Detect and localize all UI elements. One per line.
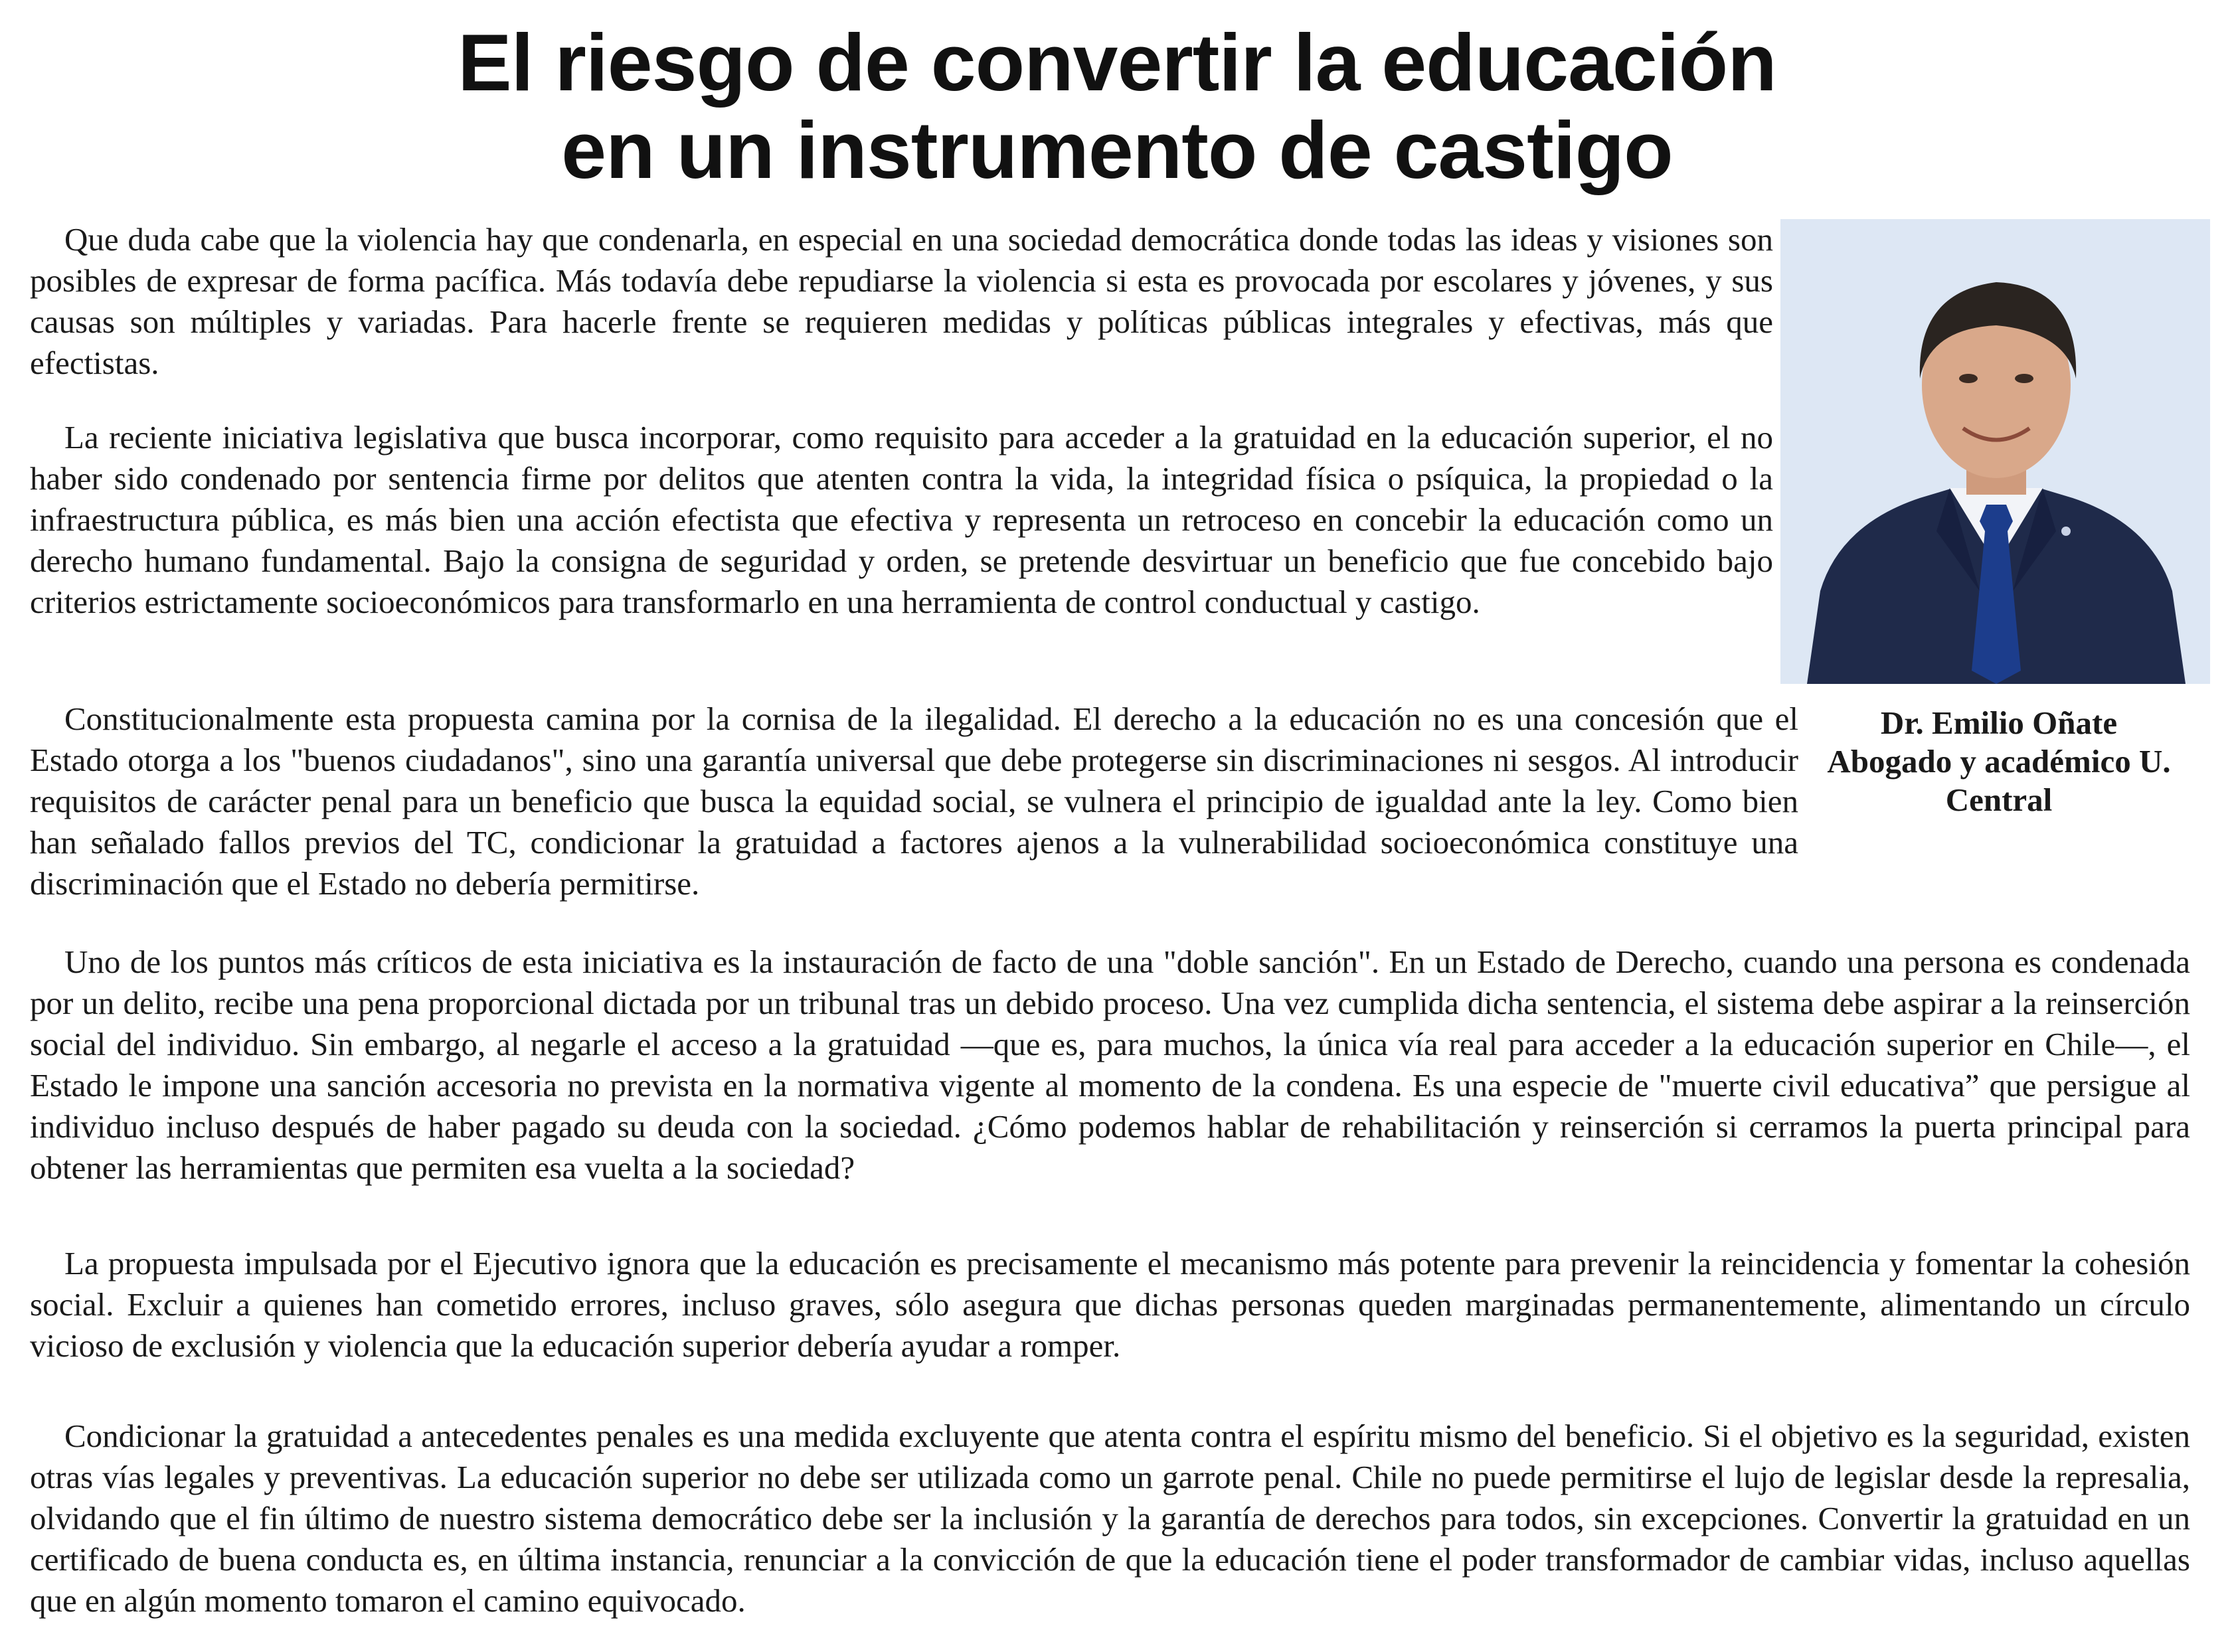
article-headline [0,19,2234,194]
author-portrait-illustration [1780,219,2210,684]
paragraph-1: Que duda cabe que la violencia hay que condenarla, en especial en una sociedad democrática donde todas las ideas y visiones son posibles de expresar de forma pacífica. Más todavía debe repudiarse la violencia si esta es provocada por escolares y jóvenes, y sus causas son múltiples y variadas. Para hacerle frente se requieren medidas y políticas públicas integrales y efectivas, más que efectistas. [30,221,1773,381]
paragraph-6: Condicionar la gratuidad a antecedentes penales es una medida excluyente que atenta contra el espíritu mismo del beneficio. Si el objetivo es la seguridad, existen otras vías legales y preventivas. La educación superior no debe ser utilizada como un garrote penal. Chile no puede permitirse el lujo de legislar desde la represalia, olvidando que el fin último de nuestro sistema democrático debe ser la inclusión y la garantía de derechos para todos, sin excepciones. Convertir la gratuidad en un certificado de buena conducta es, en última instancia, renunciar a la convicción de que la educación tiene el poder transformador de cambiar vidas, incluso aquellas que en algún momento tomaron el camino equivocado. [30,1418,2190,1619]
paragraph-4: Uno de los puntos más críticos de esta iniciativa es la instauración de facto de una "doble sanción". En un Estado de Derecho, cuando una persona es condenada por un delito, recibe una pena proporcional dictada por un tribunal tras un debido proceso. Una vez cumplida dicha sentencia, el sistema debe aspirar a la reinserción social del individuo. Sin embargo, al negarle el acceso a la gratuidad —que es, para muchos, la única vía real para acceder a la educación superior en Chile—, el Estado le impone una sanción accesoria no prevista en la normativa vigente al momento de la condena. Es una especie de "muerte civil educativa” que persigue al individuo incluso después de haber pagado su deuda con la sociedad. ¿Cómo podemos hablar de rehabilitación y reinserción si cerramos la puerta principal para obtener las herramientas que permiten esa vuelta a la sociedad? [30,944,2190,1186]
paragraph-2: La reciente iniciativa legislativa que busca incorporar, como requisito para acceder a la gratuidad en la educación superior, el no haber sido condenado por sentencia firme por delitos que atenten contra la vida, la integridad física o psíquica, la propiedad o la infraestructura pública, es más bien una acción efectista que efectiva y representa un retroceso en concebir la educación como un derecho humano fundamental. Bajo la consigna de seguridad y orden, se pretende desvirtuar un beneficio que fue concebido bajo criterios estrictamente socioeconómicos para transformarlo en una herramienta de control conductual y castigo. [30,419,1773,620]
author-name: Dr. Emilio Oñate [1880,704,2118,741]
paragraph-5: La propuesta impulsada por el Ejecutivo ignora que la educación es precisamente el mecanismo más potente para prevenir la reincidencia y fomentar la cohesión social. Excluir a quienes han cometido errores, incluso graves, sólo asegura que dichas personas queden marginadas permanentemente, alimentando un círculo vicioso de exclusión y violencia que la educación superior debería ayudar a romper. [30,1245,2190,1364]
paragraph-3: Constitucionalmente esta propuesta camina por la cornisa de la ilegalidad. El derecho a la educación no es una concesión que el Estado otorga a los "buenos ciudadanos", sino una garantía universal que debe protegerse sin discriminaciones ni sesgos. Al introducir requisitos de carácter penal para un beneficio que busca la equidad social, se vulnera el principio de igualdad ante la ley. Como bien han señalado fallos previos del TC, condicionar la gratuidad a factores ajenos a la vulnerabilidad socioeconómica constituye una discriminación que el Estado no debería permitirse. [30,701,1798,902]
author-photo [1780,219,2210,684]
headline-line-2: en un instrumento de castigo [561,105,1673,195]
headline-line-1: El riesgo de convertir la educación [458,17,1776,108]
author-role: Abogado y académico U. Central [1827,743,2171,818]
author-caption [1793,704,2205,819]
